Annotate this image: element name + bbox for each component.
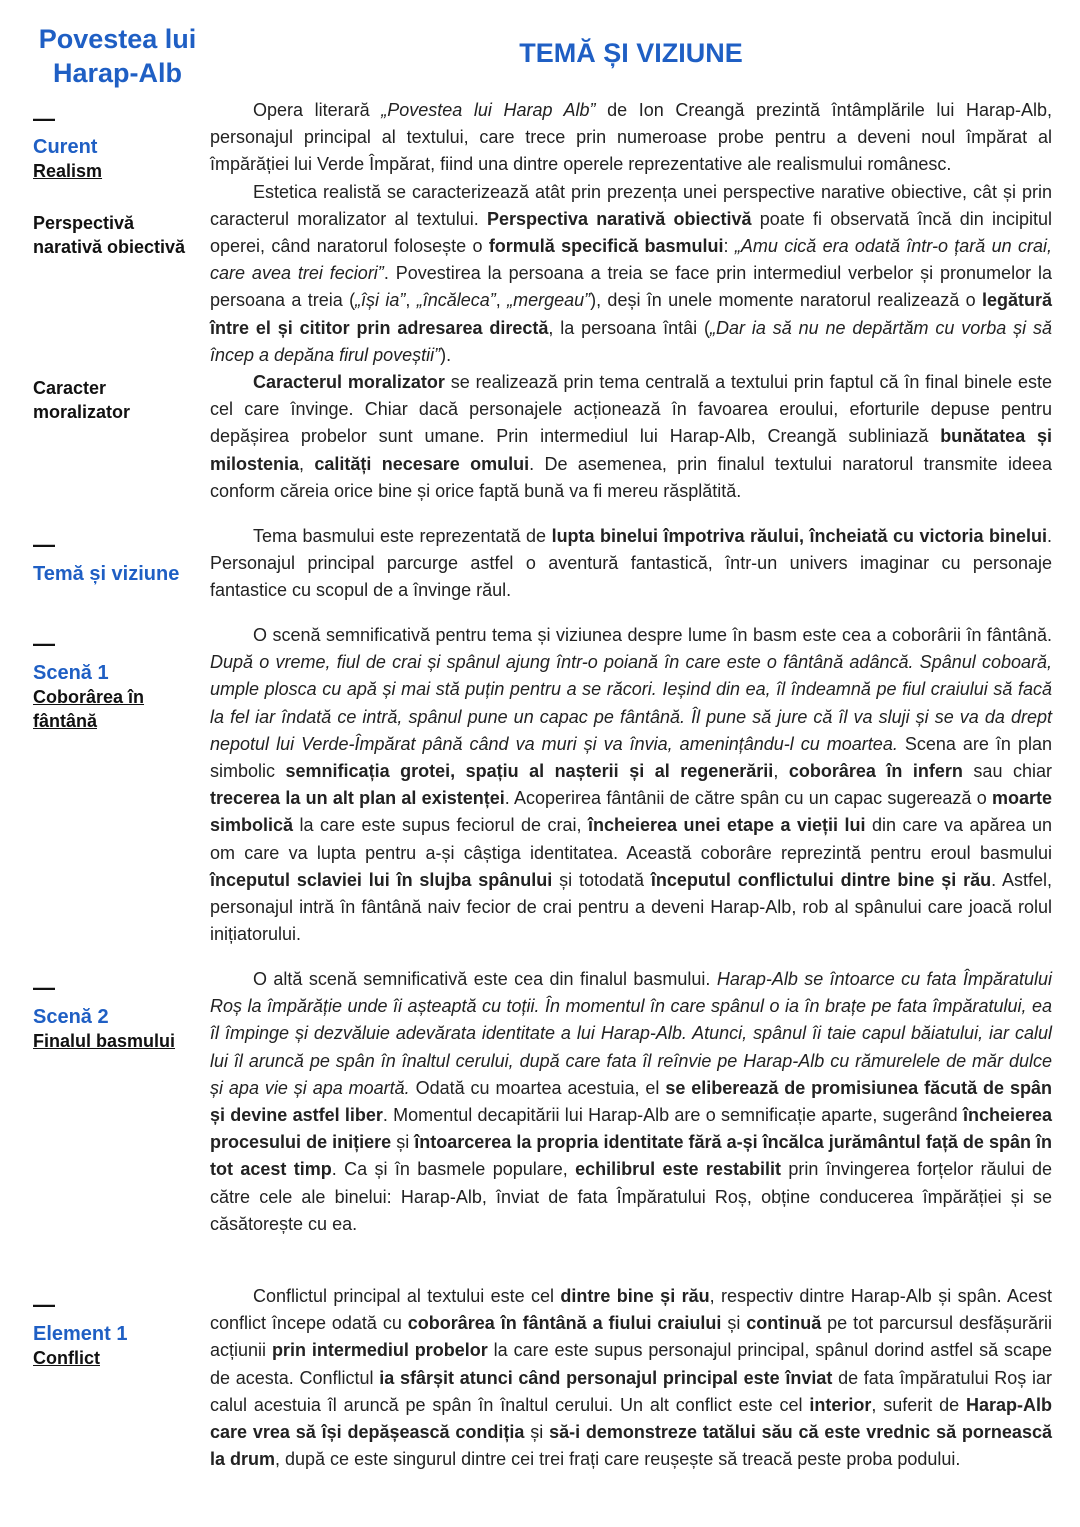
sidebar-curent <box>33 108 205 183</box>
paragraph-scena1-block <box>210 622 1052 948</box>
text-run: , <box>773 761 789 782</box>
text-run: formulă specifică basmului <box>488 236 724 257</box>
paragraph-intro <box>210 97 1052 179</box>
text-run: . Momentul decapitării lui Harap-Alb are o semnificație aparte, sugerând <box>382 1105 963 1126</box>
text-run: Perspectiva narativă obiectivă <box>486 208 752 229</box>
text-run: interior <box>809 1394 872 1415</box>
text-run: Scena are în plan simbolic <box>210 733 1052 782</box>
sidebar-caracter-label: Caracter moralizator <box>33 378 131 422</box>
text-run: semnificația grotei, spațiu al nașterii și al regenerării <box>285 761 774 782</box>
text-run: . Ca și în basmele populare, <box>331 1159 576 1180</box>
text-run: de fata împăratului Roș iar calul acestuia îl aruncă pe spân în înaltul cerului. Un alt conflict este cel <box>210 1367 1053 1415</box>
paragraph-scena2-block <box>210 966 1052 1238</box>
sidebar-scena2 <box>33 977 205 1053</box>
text-run: . Acoperirea fântânii de către spân cu un capac sugerează o <box>504 788 992 809</box>
text-run: să-i demonstreze tatălui său că este vrednic să pornească la drum <box>210 1422 1052 1470</box>
text-run: Harap-Alb care vrea să își depășească condiția <box>210 1394 1052 1443</box>
text-run: la care este supus personajul principal, spânul dorind astfel să scape de acesta. Conflictul <box>210 1340 1053 1388</box>
text-run: prin învingerea forțelor răului de către cele ale binelui: Harap-Alb, înviat de fata Împăratului Roș, obține conducerea împărăției și se căsătorește cu ea. <box>210 1159 1052 1234</box>
text-run: „Amu cică era odată într-o țară un crai, care avea trei feciori” <box>210 236 1052 284</box>
text-run: , după ce este singurul dintre cei trei frați care reușește să treacă peste proba podului. <box>275 1449 961 1470</box>
text-run: din care va apărea un om care va lupta pentru a-și câștiga identitatea. Această coborâre reprezintă pentru eroul basmului <box>210 815 1053 863</box>
text-run: , respectiv dintre Harap-Alb și spân. Acest conflict începe odată cu <box>210 1286 1053 1334</box>
text-run: de Ion Creangă prezintă întâmplările lui Harap-Alb, personajul principal al textului, care trece prin numeroase probe pentru a deveni noul împărat al împărăției lui Verde Împărat, fiind una dintre operele reprezentative ale realismului românesc. <box>210 100 1052 175</box>
sidebar-perspectiva <box>33 211 205 259</box>
side-title: Povestea lui Harap-Alb <box>38 24 197 88</box>
paragraph-scena1 <box>210 622 1052 948</box>
text-run: , suferit de <box>871 1394 966 1415</box>
main-text-block-1 <box>210 97 1052 505</box>
sidebar-scena2-value: Finalul basmului <box>33 1031 176 1051</box>
section-dash: — <box>33 1292 55 1317</box>
sidebar-element1-label: Element 1 <box>33 1323 128 1345</box>
section-dash: — <box>33 532 55 557</box>
sidebar-perspectiva-label: Perspectivă narativă obiectivă <box>33 213 186 257</box>
paragraph-conflict-block <box>210 1283 1052 1473</box>
text-run: , la persoana întâi ( <box>548 317 710 338</box>
text-run: coborârea în infern <box>788 761 963 782</box>
text-run: coborârea în fântână a fiului craiului <box>407 1313 722 1334</box>
text-run: se realizează prin tema centrală a textului prin faptul că în final binele este cel care învinge. Chiar dacă personajele acționează în favoarea eroului, eforturile depuse pentru depășirea probelor sunt umane. Prin intermediul lui Harap-Alb, Creangă subliniază <box>210 372 1052 447</box>
text-run: O altă scenă semnificativă este cea din finalul basmului. <box>253 969 717 989</box>
text-run: ). <box>440 344 452 365</box>
paragraph-tema <box>210 523 1052 605</box>
sidebar-caracter <box>33 376 205 424</box>
text-run: O scenă semnificativă pentru tema și viziunea despre lume în basm este cea a coborârii în fântână. <box>253 625 1052 645</box>
paragraph-scena2 <box>210 966 1052 1238</box>
sidebar-scena1-value: Coborârea în fântână <box>33 687 145 731</box>
text-run: se eliberează de promisiunea făcută de spân și devine astfel liber <box>210 1077 1052 1126</box>
sidebar-scena1-label: Scenă 1 <box>33 662 109 684</box>
paragraph-caracter <box>210 369 1052 505</box>
text-run: ), deși în unele momente naratorul realizează o <box>590 290 982 311</box>
text-run: echilibrul este restabilit <box>575 1159 781 1180</box>
text-run: trecerea la un alt plan al existenței <box>210 788 505 809</box>
text-run: , <box>299 453 315 474</box>
text-run: Tema basmului este reprezentată de <box>253 526 552 546</box>
text-run: „încăleca” <box>416 290 496 311</box>
text-run: „mergeau” <box>507 290 591 311</box>
text-run: : <box>723 236 735 257</box>
text-run: , <box>405 290 417 311</box>
text-run: Estetica realistă se caracterizează atât prin prezența unei perspective narative obiective, cât și prin caracterul moralizator al textului. <box>210 181 1052 229</box>
text-run: . Personajul principal parcurge astfel o aventură fantastică, într-un univers imaginar cu personaje fantastice cu scopul de a învinge răul. <box>210 526 1053 601</box>
text-run: pe tot parcursul desfășurării acțiunii <box>210 1313 1052 1361</box>
sidebar-element1-value: Conflict <box>33 1348 100 1368</box>
text-run: lupta binelui împotriva răului, încheiată cu victoria binelui <box>551 526 1047 546</box>
section-dash: — <box>33 106 55 131</box>
text-run: Harap-Alb se întoarce cu fata Împăratului Roș la împărăție unde îi așteaptă cu toții. În momentul în care spânul o ia în brațe pe fata împăratului, ea îl împinge și dezvăluie adevărata identitate a lui Harap-Alb. Atunci, spânul îi taie capul băiatului, iar calul lui îl aruncă pe spân în înaltul cerului, după care fata îl reînvie pe Harap-Alb cu rămurelele de măr dulce și apa vie și apa moartă. <box>210 969 1052 1098</box>
paragraph-tema-block <box>210 523 1052 605</box>
sidebar-tema <box>33 534 205 586</box>
paragraph-conflict <box>210 1283 1052 1473</box>
text-run: calități necesare omului <box>314 453 530 474</box>
text-run: . Astfel, personajul intră în fântână naiv fecior de crai pentru a deveni Harap-Alb, rob al spânului care joacă rolul inițiatorului. <box>210 869 1053 945</box>
text-run: . De asemenea, prin finalul textului naratorul transmite ideea conform căreia orice bine și orice faptă bună va fi mereu răsplătită. <box>210 453 1052 501</box>
page-title: TEMĂ ȘI VIZIUNE <box>519 38 743 68</box>
text-run: bunătatea și milostenia <box>210 426 1052 474</box>
text-run: prin intermediul probelor <box>271 1340 488 1361</box>
text-run: După o vreme, fiul de crai și spânul ajung într-o poiană în care este o fântână adâncă. Spânul coboară, umple plosca cu apă și mai stă puțin pentru a se răcori. Ieșind din ea, îl îndeamnă pe fiul craiului să facă la fel iar îndată ce intră, spânul pune un capac pe fântână. Îl pune să jure că îl va sluji și se va da drept nepotul lui Verde-Împărat până când va muri și va învia, amenințându-l cu moartea. <box>210 652 1052 754</box>
section-dash: — <box>33 975 55 1000</box>
text-run: încheierea procesului de inițiere <box>210 1105 1053 1153</box>
sidebar-element1 <box>33 1294 205 1370</box>
sidebar-curent-label: Curent <box>33 136 98 158</box>
text-run: începutul conflictului dintre bine și rău <box>650 869 992 890</box>
section-dash: — <box>33 631 55 656</box>
text-run: „Dar ia să nu ne depărtăm cu vorba și să încep a depăna firul poveștii” <box>210 317 1052 365</box>
text-run: încheierea unei etape a vieții lui <box>588 815 866 836</box>
text-run: și <box>524 1422 550 1443</box>
text-run: moarte simbolică <box>210 788 1053 836</box>
text-run: și totodată <box>552 869 651 890</box>
text-run: și <box>721 1313 747 1334</box>
text-run: poate fi observată încă din incipitul operei, când naratorul folosește o <box>210 208 1053 257</box>
text-run: „Povestea lui Harap Alb” <box>381 100 596 120</box>
text-run: și <box>391 1132 415 1153</box>
text-run: Conflictul principal al textului este cel <box>253 1286 561 1306</box>
text-run: , <box>495 290 508 311</box>
text-run: . Povestirea la persoana a treia se face prin intermediul verbelor și pronumelor la persoana a treia ( <box>210 263 1052 311</box>
paragraph-estetica <box>210 179 1052 369</box>
text-run: dintre bine și rău <box>560 1286 710 1306</box>
text-run: începutul sclaviei lui în slujba spânului <box>210 869 553 890</box>
text-run: la care este supus feciorul de crai, <box>293 815 588 836</box>
text-run: continuă <box>746 1313 822 1334</box>
sidebar-scena2-label: Scenă 2 <box>33 1006 109 1028</box>
sidebar-tema-label: Temă și viziune <box>33 563 180 585</box>
text-run: Caracterul moralizator <box>253 372 445 393</box>
sidebar-scena1 <box>33 633 205 733</box>
text-run: Odată cu moartea acestuia, el <box>409 1077 666 1098</box>
text-run: ia sfârșit atunci când personajul principal este înviat <box>379 1367 833 1388</box>
sidebar-curent-value: Realism <box>33 161 103 181</box>
text-run: „își ia” <box>355 290 406 311</box>
text-run: Opera literară <box>253 100 382 120</box>
text-run: sau chiar <box>962 761 1052 782</box>
text-run: întoarcerea la propria identitate fără a-și încălca jurământul față de spân în tot acest timp <box>210 1132 1053 1180</box>
text-run: legătură între el și cititor prin adresarea directă <box>210 290 1052 338</box>
